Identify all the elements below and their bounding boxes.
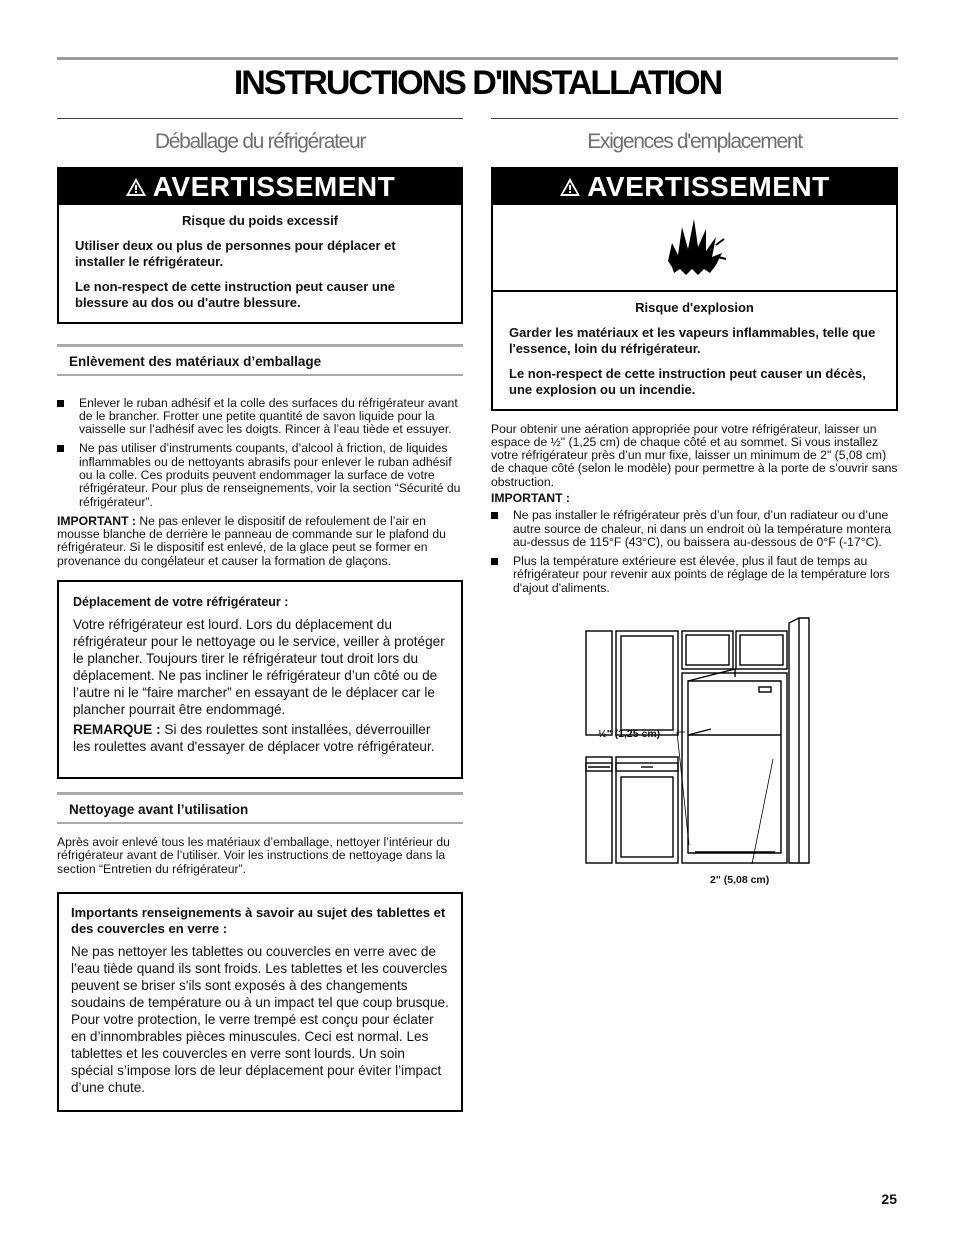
cleaning-text: Après avoir enlevé tous les matériaux d’emballage, nettoyer l’intérieur du réfrigérateur avant de l’utiliser. Voir les instructions de nettoyage dans la section “Entretien du réfrigérateur”. xyxy=(57,835,450,876)
refrigerator-clearance-diagram xyxy=(585,617,810,864)
warning-body xyxy=(493,292,896,409)
warning-line-2: Le non-respect de cette instruction peut causer un décès, une explosion ou un incendie. xyxy=(509,365,866,397)
note-text: Si des roulettes sont installées, déverrouiller les roulettes avant d'essayer de déplacer votre réfrigérateur. xyxy=(73,722,435,755)
page-number: 25 xyxy=(881,1191,897,1207)
ventilation-text: Pour obtenir une aération appropriée pour votre réfrigérateur, laisser un espace de ½" (1,25 cm) de chaque côté et au sommet. Si vous installez votre réfrigérateur près d’un mur fixe, laisser un minimum de 2" (5,08 cm) de chaque côté (selon le modèle) pour permettre à la porte de s’ouvrir sans obstruction. xyxy=(491,421,898,489)
warning-header xyxy=(493,169,896,205)
moving-title: Déplacement de votre réfrigérateur : xyxy=(73,595,289,610)
warning-triangle-icon xyxy=(125,177,147,197)
note-label: REMARQUE : xyxy=(73,722,161,738)
moving-note xyxy=(73,721,447,755)
bullet-square-icon xyxy=(57,445,64,452)
explosion-warning-box xyxy=(491,167,898,411)
bullet-text: Ne pas utiliser d’instruments coupants, d’alcool à friction, de liquides inflammables ou de nettoyants abrasifs pour enlever le ruban adhésif ou la colle. Ces produits peuvent endommager la surface de votre réfrigérateur. Pour plus de renseignements, voir la section “Sécurité du réfrigérateur”. xyxy=(79,441,461,509)
section-title-location: Exigences d'emplacement xyxy=(587,130,802,153)
important-label: IMPORTANT : xyxy=(57,513,136,528)
glass-title: Importants renseignements à savoir au sujet des tablettes et des couvercles en verre : xyxy=(71,904,446,936)
warning-risk: Risque du poids excessif xyxy=(181,213,339,228)
warning-body xyxy=(59,205,461,322)
bullet-text: Enlever le ruban adhésif et la colle des surfaces du réfrigérateur avant de le brancher. Frotter une petite quantité de savon liquide pour la vaisselle sur l’adhésif avec les doigts. Rincer à l’eau tiède et essuyer. xyxy=(79,395,458,437)
top-rule xyxy=(57,57,898,60)
important-label: IMPORTANT : xyxy=(491,490,570,505)
section-title-unpacking: Déballage du réfrigérateur xyxy=(154,130,366,153)
clearance-label-two-inch: 2" (5,08 cm) xyxy=(710,874,770,886)
subsection-title-removal: Enlèvement des matériaux d’emballage xyxy=(57,344,463,376)
important-text: Ne pas enlever le dispositif de refoulement de l’air en mousse blanche de derrière le panneau de commande sur le plafond du réfrigérateur. Si le dispositif est enlevé, de la glace peut se former en provenance du congélateur et causer la formation de glaçons. xyxy=(57,513,446,568)
moving-info-box xyxy=(57,580,463,779)
warning-header-text: AVERTISSEMENT xyxy=(587,171,830,202)
bullet-square-icon xyxy=(491,512,498,519)
warning-risk: Risque d'explosion xyxy=(635,300,754,315)
weight-warning-box xyxy=(57,167,463,324)
list-item xyxy=(491,555,898,595)
right-column xyxy=(491,118,898,601)
glass-info-box xyxy=(57,892,463,1112)
section-rule xyxy=(491,118,898,119)
bullet-square-icon xyxy=(491,558,498,565)
warning-line-2: Le non-respect de cette instruction peut causer une blessure au dos ou d'autre blessure. xyxy=(75,278,396,310)
explosion-icon xyxy=(660,213,730,283)
list-item xyxy=(57,397,463,437)
page-title: INSTRUCTIONS D'INSTALLATION xyxy=(233,64,722,102)
list-item xyxy=(57,442,463,508)
warning-header-text: AVERTISSEMENT xyxy=(152,171,396,202)
moving-text: Votre réfrigérateur est lourd. Lors du déplacement du réfrigérateur pour le nettoyage ou le service, veiller à protéger le plancher. Toujours tirer le réfrigérateur tout droit lors du déplacement. Ne pas incliner le réfrigérateur d’un côté ou de l’autre ni le “faire marcher” en essayant de le déplacer car le plancher pourrait être endommagé. xyxy=(73,617,445,718)
bullet-text: Ne pas installer le réfrigérateur près d’un four, d’un radiateur ou d’une autre source de chaleur, ni dans un endroit où la température montera au-dessus de 115°F (43°C), ou baissera au-dessous de 0°F (-17°C). xyxy=(513,508,892,549)
removal-bullet-list xyxy=(57,397,463,509)
warning-triangle-icon xyxy=(559,177,581,197)
subsection-title-cleaning: Nettoyage avant l’utilisation xyxy=(57,792,463,824)
left-column xyxy=(57,118,463,1112)
important-paragraph xyxy=(57,515,463,568)
bullet-square-icon xyxy=(57,400,64,407)
glass-text: Ne pas nettoyer les tablettes ou couvercles en verre avec de l’eau tiède quand ils sont froids. Les tablettes et les couvercles peuvent se briser s'ils sont exposés à des changements soudains de température ou à un impact tel que coup brusque. Pour votre protection, le verre trempé est conçu pour éclater en d’innombrables pièces minuscules. Ceci est normal. Les tablettes et les couvercles en verre sont lourds. Un soin spécial s’impose lors de leur déplacement pour éviter l’impact d’une chute. xyxy=(71,943,449,1095)
warning-header xyxy=(59,169,461,205)
warning-line-1: Garder les matériaux et les vapeurs inflammables, telle que l'essence, loin du réfrigérateur. xyxy=(509,324,876,356)
warning-line-1: Utiliser deux ou plus de personnes pour déplacer et installer le réfrigérateur. xyxy=(75,237,396,269)
list-item xyxy=(491,509,898,549)
clearance-label-half-inch: ½" (1,25 cm) xyxy=(598,728,661,740)
location-bullet-list xyxy=(491,509,898,595)
bullet-text: Plus la température extérieure est élevée, plus il faut de temps au réfrigérateur pour revenir aux points de réglage de la température lors d'ajout d'aliments. xyxy=(513,554,890,595)
explosion-icon-panel xyxy=(493,205,896,292)
section-rule xyxy=(57,118,463,119)
